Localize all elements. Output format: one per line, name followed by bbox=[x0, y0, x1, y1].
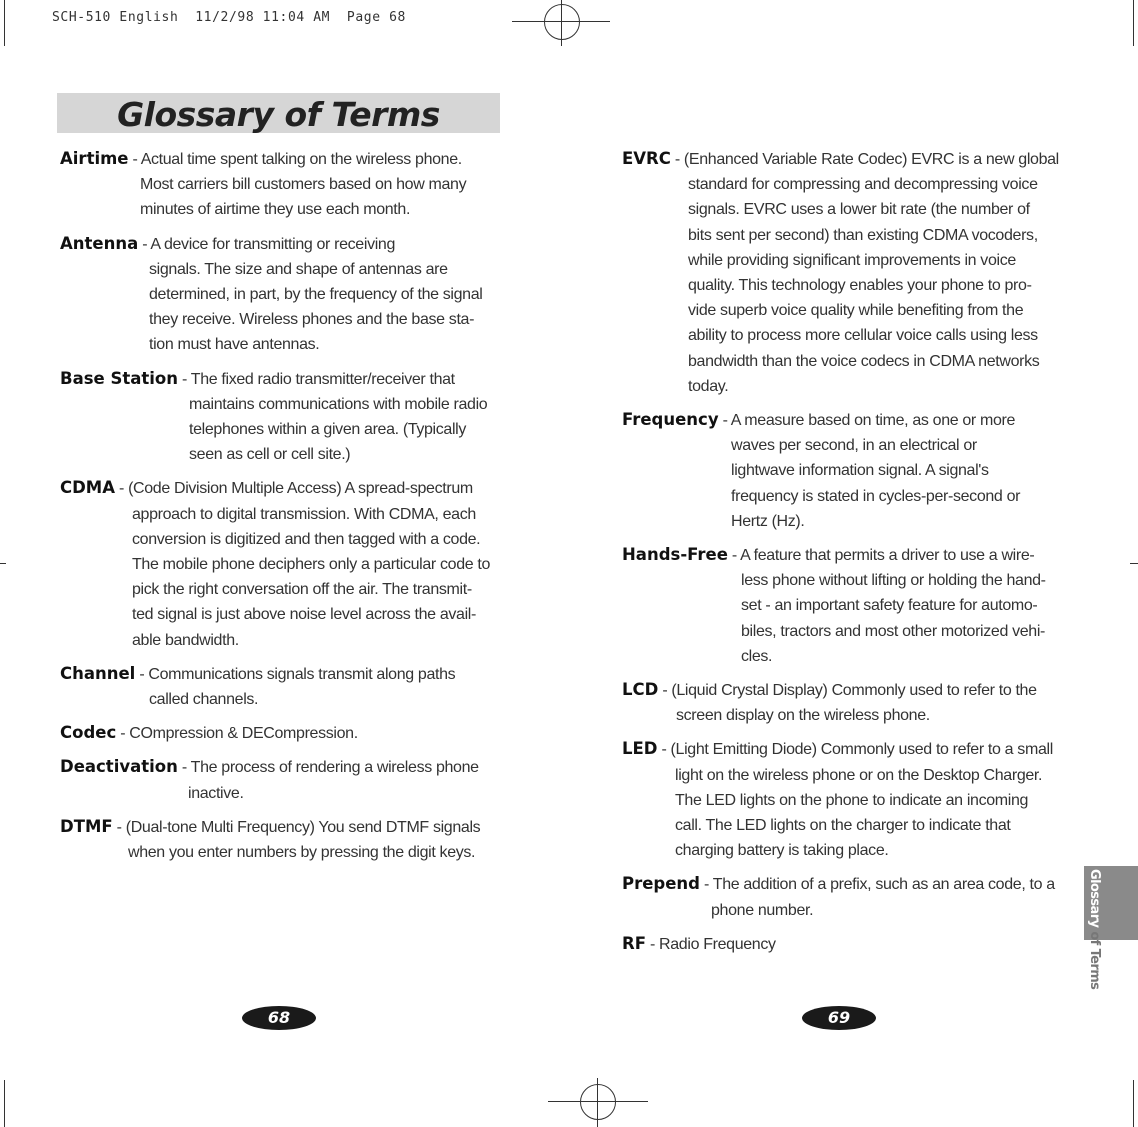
definition-text: while providing significant improvements in voice bbox=[688, 251, 1016, 269]
title-bar bbox=[57, 93, 500, 133]
definition-line bbox=[60, 552, 500, 577]
glossary-entry bbox=[60, 720, 500, 746]
glossary-term: DTMF bbox=[60, 816, 113, 836]
definition-line bbox=[622, 813, 1062, 838]
definition-first-line bbox=[622, 146, 1062, 172]
definition-text: when you enter numbers by pressing the digit keys. bbox=[128, 844, 476, 862]
side-tab-label-part2: of Terms bbox=[1087, 927, 1102, 990]
definition-line bbox=[622, 593, 1062, 618]
definition-first-line bbox=[622, 407, 1062, 433]
definition-text: biles, tractors and most other motorized vehi- bbox=[741, 622, 1046, 640]
crop-mark-top-right bbox=[1133, 0, 1134, 46]
definition-line bbox=[60, 392, 500, 417]
definition-text: - Actual time spent talking on the wireless phone. bbox=[132, 151, 462, 168]
definition-line bbox=[60, 577, 500, 602]
definition-text: The mobile phone deciphers only a particular code to bbox=[132, 556, 491, 574]
definition-text: vide superb voice quality while benefiting from the bbox=[688, 302, 1024, 320]
definition-text: called channels. bbox=[149, 691, 259, 709]
definition-text: screen display on the wireless phone. bbox=[676, 707, 930, 725]
definition-first-line bbox=[622, 931, 1062, 957]
crop-mark-right-mid bbox=[1130, 563, 1138, 564]
glossary-entry bbox=[60, 754, 500, 805]
definition-line bbox=[60, 527, 500, 552]
definition-text: - (Dual-tone Multi Frequency) You send DTMF signals bbox=[116, 818, 481, 836]
definition-line bbox=[622, 568, 1062, 593]
definition-text: quality. This technology enables your phone to pro- bbox=[688, 277, 1032, 295]
glossary-entry bbox=[60, 366, 500, 468]
definition-line bbox=[60, 840, 500, 865]
definition-first-line bbox=[622, 736, 1062, 762]
crop-mark-bottom-right bbox=[1133, 1080, 1134, 1127]
definition-text: The LED lights on the phone to indicate an incoming bbox=[675, 791, 1029, 809]
definition-text: standard for compressing and decompressing voice bbox=[688, 176, 1038, 194]
definition-line bbox=[60, 602, 500, 627]
glossary-entry bbox=[60, 146, 500, 223]
definition-line bbox=[60, 687, 500, 712]
definition-line bbox=[622, 703, 1062, 728]
glossary-term: Channel bbox=[60, 663, 136, 683]
definition-line bbox=[622, 838, 1062, 863]
glossary-entry bbox=[60, 231, 500, 358]
definition-line bbox=[60, 332, 500, 357]
glossary-entry bbox=[60, 661, 500, 712]
definition-line bbox=[622, 223, 1062, 248]
definition-text: Most carriers bill customers based on how many bbox=[140, 176, 467, 194]
glossary-entry bbox=[622, 736, 1062, 863]
definition-text: lightwave information signal. A signal's bbox=[731, 462, 989, 480]
glossary-entry bbox=[622, 146, 1062, 399]
definition-text: minutes of airtime they use each month. bbox=[140, 201, 411, 219]
definition-line bbox=[60, 257, 500, 282]
definition-text: less phone without lifting or holding the hand- bbox=[741, 572, 1046, 590]
definition-line bbox=[622, 619, 1062, 644]
definition-line bbox=[622, 484, 1062, 509]
definition-text: approach to digital transmission. With CDMA, each bbox=[132, 505, 476, 523]
left-column bbox=[60, 146, 500, 873]
definition-text: - Communications signals transmit along paths bbox=[139, 665, 456, 683]
glossary-entry bbox=[60, 814, 500, 865]
definition-line bbox=[622, 644, 1062, 669]
definition-line bbox=[60, 197, 500, 222]
definition-text: cles. bbox=[741, 647, 773, 665]
page-number-left: 68 bbox=[242, 1006, 316, 1030]
definition-text: - (Code Division Multiple Access) A spread-spectrum bbox=[119, 480, 473, 498]
definition-text: call. The LED lights on the charger to indicate that bbox=[675, 817, 1011, 835]
definition-line bbox=[622, 898, 1062, 923]
glossary-term: Airtime bbox=[60, 149, 129, 168]
definition-text: maintains communications with mobile radio bbox=[189, 395, 488, 413]
registration-circle-bottom bbox=[580, 1084, 616, 1120]
definition-text: conversion is digitized and then tagged with a code. bbox=[132, 530, 481, 548]
definition-text: - The addition of a prefix, such as an area code, to a bbox=[703, 876, 1055, 894]
definition-first-line bbox=[60, 366, 500, 392]
definition-text: Hertz (Hz). bbox=[731, 512, 805, 530]
definition-text: light on the wireless phone or on the Desktop Charger. bbox=[675, 766, 1043, 784]
definition-line bbox=[622, 374, 1062, 399]
crop-mark-left-mid bbox=[0, 563, 6, 564]
definition-first-line bbox=[60, 720, 500, 746]
definition-line bbox=[622, 197, 1062, 222]
side-tab-label-part1: Glossary bbox=[1087, 869, 1102, 928]
definition-text: pick the right conversation off the air. The transmit- bbox=[132, 581, 472, 599]
glossary-entry bbox=[622, 407, 1062, 534]
definition-text: determined, in part, by the frequency of the signal bbox=[149, 286, 483, 304]
definition-text: - A device for transmitting or receiving bbox=[142, 235, 396, 253]
crop-mark-top-left bbox=[4, 0, 5, 46]
definition-first-line bbox=[60, 475, 500, 501]
glossary-term: RF bbox=[622, 933, 646, 953]
glossary-term: LED bbox=[622, 739, 658, 759]
glossary-term: EVRC bbox=[622, 149, 671, 168]
definition-line bbox=[60, 282, 500, 307]
page-number-right: 69 bbox=[802, 1006, 876, 1030]
definition-line bbox=[60, 417, 500, 442]
definition-first-line bbox=[60, 146, 500, 172]
definition-line bbox=[60, 172, 500, 197]
glossary-entry bbox=[622, 931, 1062, 957]
glossary-entry bbox=[622, 871, 1062, 922]
definition-text: telephones within a given area. (Typically bbox=[189, 421, 467, 439]
definition-line bbox=[622, 788, 1062, 813]
definition-text: charging battery is taking place. bbox=[675, 842, 889, 860]
definition-text: frequency is stated in cycles-per-second or bbox=[731, 487, 1021, 505]
definition-text: - Radio Frequency bbox=[649, 935, 776, 953]
definition-line bbox=[622, 349, 1062, 374]
definition-text: waves per second, in an electrical or bbox=[731, 437, 977, 455]
definition-line bbox=[622, 172, 1062, 197]
glossary-term: Base Station bbox=[60, 368, 178, 388]
glossary-entry bbox=[60, 475, 500, 652]
definition-text: - COmpression & DECompression. bbox=[120, 725, 358, 743]
page-title: Glossary of Terms bbox=[117, 95, 440, 134]
glossary-entry bbox=[622, 677, 1062, 728]
definition-line bbox=[622, 509, 1062, 534]
definition-line bbox=[60, 628, 500, 653]
definition-first-line bbox=[622, 871, 1062, 897]
glossary-term: Codec bbox=[60, 723, 117, 743]
definition-first-line bbox=[60, 661, 500, 687]
glossary-entry bbox=[622, 542, 1062, 669]
definition-text: bandwidth than the voice codecs in CDMA networks bbox=[688, 352, 1040, 370]
glossary-term: Prepend bbox=[622, 874, 700, 894]
definition-line bbox=[60, 502, 500, 527]
glossary-term: Deactivation bbox=[60, 757, 178, 777]
definition-line bbox=[622, 323, 1062, 348]
definition-line bbox=[622, 248, 1062, 273]
definition-text: signals. EVRC uses a lower bit rate (the number of bbox=[688, 201, 1030, 219]
definition-text: - A feature that permits a driver to use a wire- bbox=[731, 547, 1035, 565]
definition-line bbox=[60, 307, 500, 332]
definition-line bbox=[60, 781, 500, 806]
crop-mark-bottom-left bbox=[4, 1080, 5, 1127]
definition-first-line bbox=[622, 542, 1062, 568]
right-column bbox=[622, 146, 1062, 965]
definition-text: - The process of rendering a wireless phone bbox=[181, 759, 479, 777]
definition-text: set - an important safety feature for automo- bbox=[741, 597, 1038, 615]
glossary-term: LCD bbox=[622, 680, 659, 700]
registration-circle-top bbox=[544, 4, 580, 40]
definition-text: bits sent per second) than existing CDMA vocoders, bbox=[688, 226, 1038, 244]
definition-text: - The fixed radio transmitter/receiver that bbox=[182, 370, 455, 388]
definition-text: - (Liquid Crystal Display) Commonly used to refer to the bbox=[662, 682, 1037, 700]
print-header: SCH-510 English 11/2/98 11:04 AM Page 68 bbox=[52, 10, 406, 25]
definition-text: - (Enhanced Variable Rate Codec) EVRC is a new global bbox=[674, 151, 1059, 168]
definition-line bbox=[622, 433, 1062, 458]
definition-first-line bbox=[60, 814, 500, 840]
definition-text: inactive. bbox=[188, 784, 244, 802]
definition-text: ability to process more cellular voice calls using less bbox=[688, 327, 1038, 345]
definition-first-line bbox=[60, 231, 500, 257]
definition-line bbox=[622, 273, 1062, 298]
definition-text: they receive. Wireless phones and the base sta- bbox=[149, 311, 475, 329]
glossary-term: CDMA bbox=[60, 478, 115, 498]
definition-text: - (Light Emitting Diode) Commonly used to refer to a small bbox=[661, 741, 1053, 759]
definition-line bbox=[622, 763, 1062, 788]
definition-text: phone number. bbox=[711, 901, 814, 919]
definition-first-line bbox=[622, 677, 1062, 703]
definition-text: tion must have antennas. bbox=[149, 336, 320, 354]
definition-text: seen as cell or cell site.) bbox=[189, 446, 351, 464]
glossary-term: Hands-Free bbox=[622, 545, 728, 565]
definition-text: ted signal is just above noise level across the avail- bbox=[132, 606, 476, 624]
definition-line bbox=[622, 458, 1062, 483]
side-tab-label bbox=[1087, 869, 1102, 989]
glossary-term: Frequency bbox=[622, 410, 719, 430]
definition-text: able bandwidth. bbox=[132, 631, 239, 649]
definition-text: - A measure based on time, as one or more bbox=[722, 412, 1016, 430]
definition-line bbox=[622, 298, 1062, 323]
glossary-term: Antenna bbox=[60, 233, 139, 253]
definition-first-line bbox=[60, 754, 500, 780]
definition-text: today. bbox=[688, 377, 729, 395]
definition-line bbox=[60, 442, 500, 467]
definition-text: signals. The size and shape of antennas are bbox=[149, 260, 448, 278]
